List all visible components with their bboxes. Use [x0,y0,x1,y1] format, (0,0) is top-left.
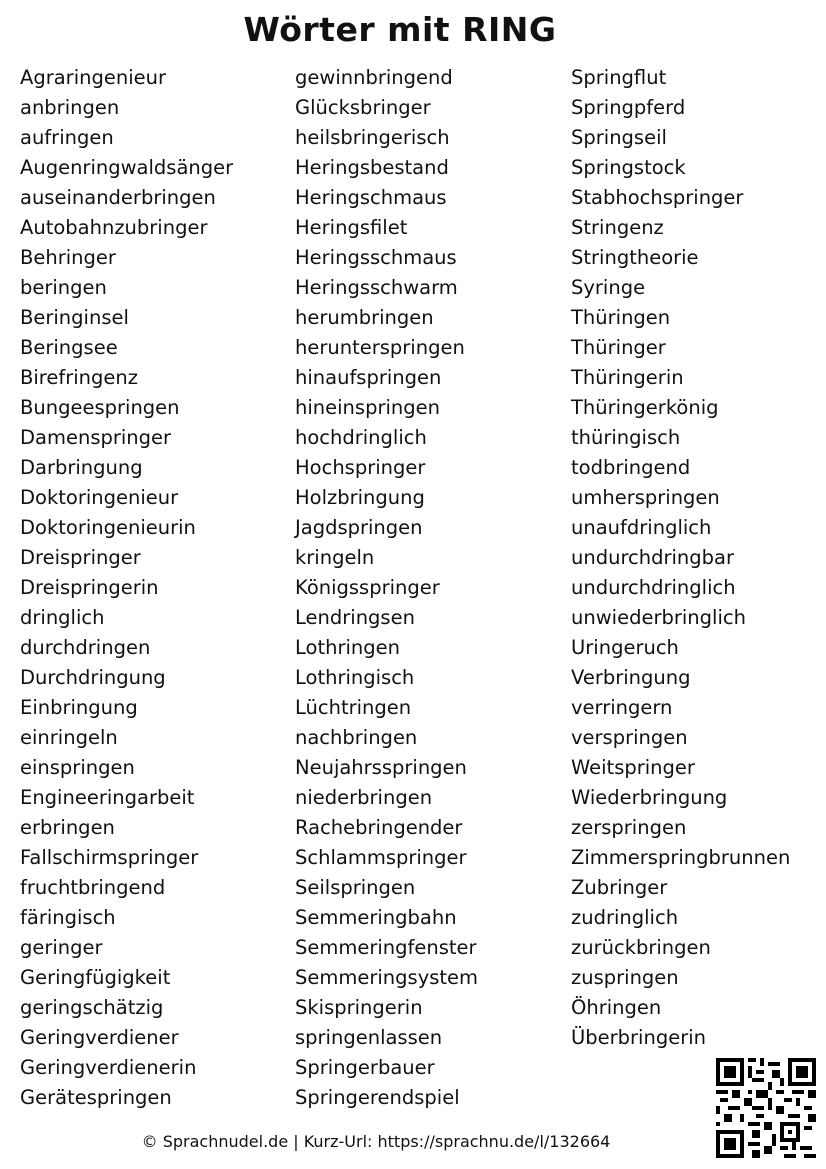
word-item: Springpferd [571,96,686,119]
word-item: Zubringer [571,876,668,899]
word-column-3 [571,63,790,1053]
word-item: Uringeruch [571,636,679,659]
word-item: Thüringer [571,336,666,359]
word-item: hochdringlich [295,426,427,449]
word-item: Zimmerspringbrunnen [571,846,791,869]
word-item: Gerätespringen [20,1086,172,1109]
word-item: Stringtheorie [571,246,699,269]
word-item: Beringsee [20,336,118,359]
word-item: Wiederbringung [571,786,728,809]
word-item: Augenringwaldsänger [20,156,234,179]
word-item: geringer [20,936,103,959]
word-item: verspringen [571,726,688,749]
word-item: Dreispringerin [20,576,159,599]
word-item: färingisch [20,906,116,929]
word-item: Weitspringer [571,756,695,779]
word-item: Einbringung [20,696,138,719]
word-item: Neujahrsspringen [295,756,467,779]
word-item: Springseil [571,126,667,149]
word-item: thüringisch [571,426,681,449]
word-item: Verbringung [571,666,691,689]
word-item: zurückbringen [571,936,711,959]
word-item: Seilspringen [295,876,416,899]
word-item: geringschätzig [20,996,164,1019]
word-item: Springstock [571,156,686,179]
word-item: gewinnbringend [295,66,453,89]
word-item: einringeln [20,726,118,749]
word-item: Damenspringer [20,426,172,449]
word-item: Lothringisch [295,666,415,689]
word-item: Doktoringenieurin [20,516,196,539]
word-item: Geringverdiener [20,1026,179,1049]
word-item: Heringschmaus [295,186,447,209]
word-item: Lüchtringen [295,696,412,719]
word-item: zuspringen [571,966,679,989]
word-item: Hochspringer [295,456,426,479]
word-item: niederbringen [295,786,433,809]
word-item: Syringe [571,276,646,299]
word-item: unaufdringlich [571,516,712,539]
word-item: anbringen [20,96,120,119]
word-item: todbringend [571,456,691,479]
word-item: auseinanderbringen [20,186,216,209]
word-item: Doktoringenieur [20,486,179,509]
word-item: Heringsschmaus [295,246,457,269]
word-item: durchdringen [20,636,151,659]
word-item: Stringenz [571,216,664,239]
word-item: aufringen [20,126,114,149]
word-item: Behringer [20,246,116,269]
word-item: Semmeringbahn [295,906,457,929]
word-item: Glücksbringer [295,96,431,119]
word-item: herumbringen [295,306,434,329]
word-item: Agraringenieur [20,66,167,89]
word-item: Geringfügigkeit [20,966,171,989]
word-item: Königsspringer [295,576,440,599]
word-column-2 [295,63,478,1113]
word-item: undurchdringlich [571,576,736,599]
word-item: hinaufspringen [295,366,442,389]
word-item: fruchtbringend [20,876,166,899]
word-item: Öhringen [571,996,662,1019]
word-item: Thüringerkönig [571,396,719,419]
word-item: undurchdringbar [571,546,735,569]
word-item: Dreispringer [20,546,141,569]
word-item: Schlammspringer [295,846,467,869]
word-item: Heringsschwarm [295,276,458,299]
word-item: zudringlich [571,906,679,929]
word-item: Fallschirmspringer [20,846,199,869]
qr-code-icon[interactable] [716,1058,816,1158]
word-item: heilsbringerisch [295,126,450,149]
word-item: kringeln [295,546,375,569]
word-item: Heringsbestand [295,156,449,179]
word-item: Skispringerin [295,996,423,1019]
word-item: Birefringenz [20,366,139,389]
word-item: Geringverdienerin [20,1056,197,1079]
word-item: Lendringsen [295,606,415,629]
word-item: unwiederbringlich [571,606,746,629]
word-item: nachbringen [295,726,418,749]
word-item: Heringsfilet [295,216,408,239]
word-item: Jagdspringen [295,516,423,539]
word-item: springenlassen [295,1026,443,1049]
word-item: umherspringen [571,486,720,509]
word-item: Thüringen [571,306,671,329]
word-item: hineinspringen [295,396,440,419]
footer-credit: © Sprachnudel.de | Kurz-Url: https://sprachnu.de/l/132664 [141,1132,611,1151]
word-item: Springflut [571,66,667,89]
word-column-1 [20,63,233,1113]
word-item: einspringen [20,756,135,779]
word-item: Springerendspiel [295,1086,460,1109]
word-item: Springerbauer [295,1056,435,1079]
word-item: verringern [571,696,673,719]
word-item: herunterspringen [295,336,465,359]
word-item: Durchdringung [20,666,166,689]
word-item: Darbringung [20,456,143,479]
word-item: Holzbringung [295,486,425,509]
word-item: Engineeringarbeit [20,786,195,809]
word-item: Rachebringender [295,816,463,839]
word-item: Lothringen [295,636,400,659]
word-item: Thüringerin [571,366,684,389]
word-item: Semmeringsystem [295,966,479,989]
word-item: zerspringen [571,816,687,839]
word-item: beringen [20,276,107,299]
word-item: Beringinsel [20,306,129,329]
word-item: Stabhochspringer [571,186,744,209]
word-item: dringlich [20,606,105,629]
word-item: Autobahnzubringer [20,216,208,239]
word-item: Bungeespringen [20,396,180,419]
word-item: erbringen [20,816,115,839]
word-item: Semmeringfenster [295,936,477,959]
word-item: Überbringerin [571,1026,707,1049]
page-title: Wörter mit RING [243,10,557,49]
